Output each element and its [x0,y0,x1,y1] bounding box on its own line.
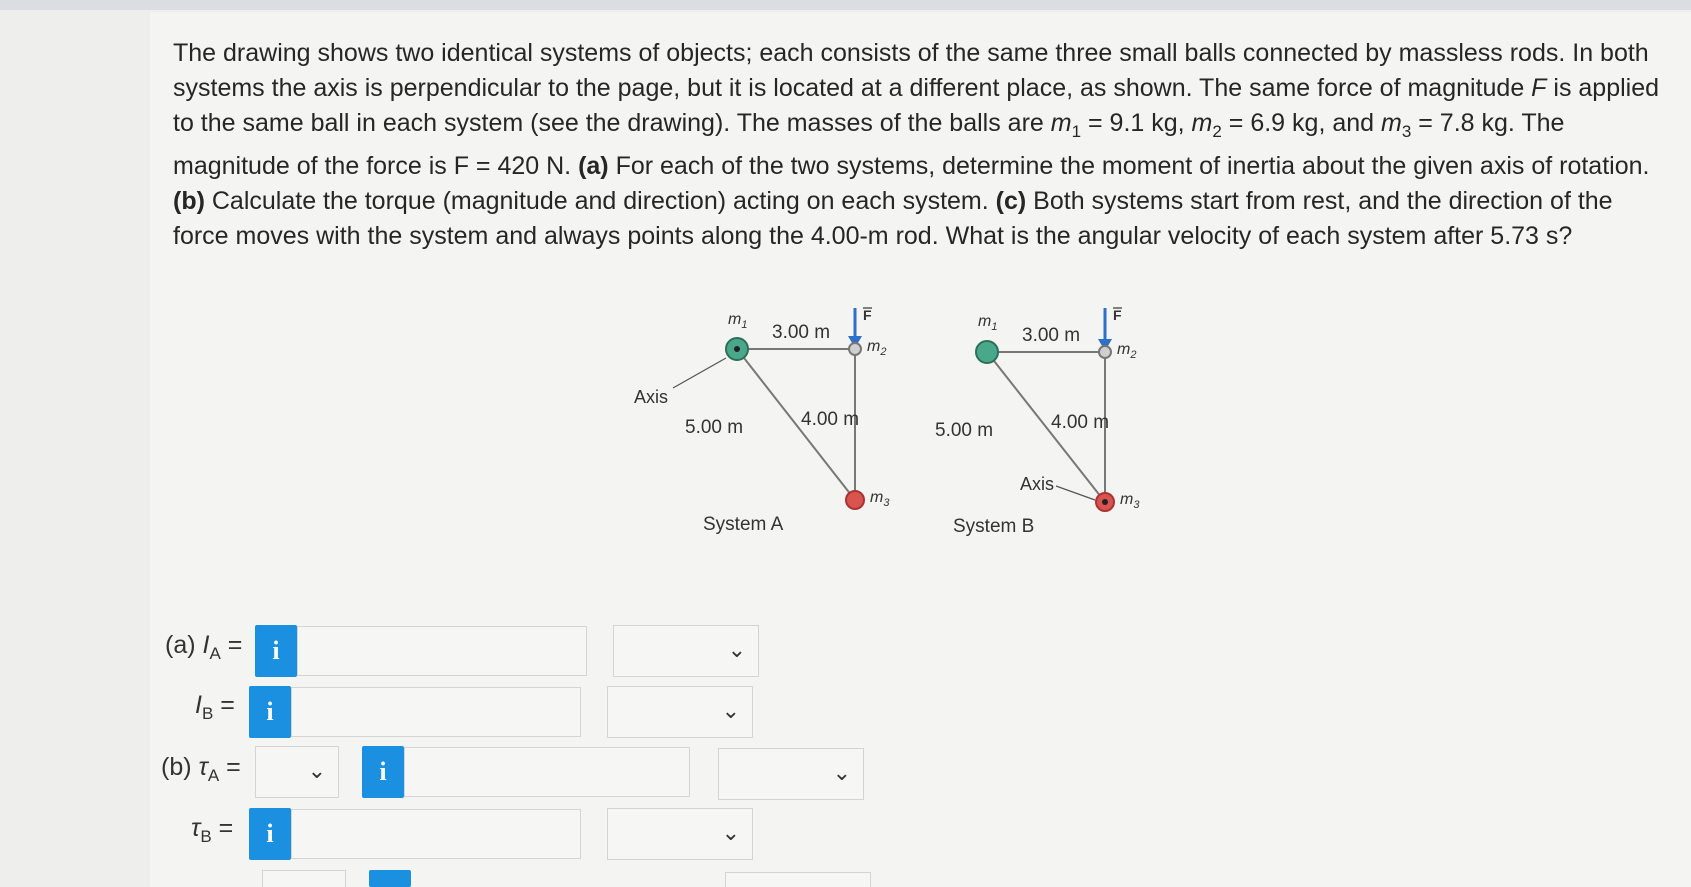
torque-b-units-select[interactable] [607,808,753,860]
label-inertia-b: $I_B$ = [195,691,235,723]
label-top-length-b: 3.00 m [1022,325,1081,346]
torque-a-input[interactable] [404,747,690,797]
label-m1-b: $m_1$ [978,313,998,333]
label-m2-b: $m_2$ [1117,341,1137,361]
system-b [935,307,1140,537]
inertia-a-input[interactable] [297,626,587,676]
label-torque-b: $\tau_B$ = [191,814,234,846]
label-diag-length-b: 5.00 m [935,420,994,441]
next-row-units-select-partial[interactable] [725,872,871,887]
question-text: The drawing shows two identical systems of objects; each consists of the same three small balls connected by massless rods. In both systems the axis is perpendicular to the page, but it is located at a different place, as shown. The same force of magnitude F is applied to the same ball in each system (see the drawing). The masses of the balls are $m_1 = 9.1$ kg, $m_2 = 6.9$ kg, and $m_3 = 7.8$ kg. The magnitude of the force is F = 420 N. (a) For each of the two systems, determine the moment of inertia about the given axis of rotation. (b) Calculate the torque (magnitude and direction) acting on each system. (c) Both systems start from rest, and the direction of the force moves with the system and always points along the 4.00-m rod. What is the angular velocity of each system after 5.73 s? [173,39,1660,250]
inertia-a-units-select[interactable] [613,625,759,677]
axis-pointer-b [1056,486,1095,500]
ball-m3-a [846,491,864,509]
label-m1-a: $m_1$ [728,311,748,331]
next-row-info-button-partial[interactable] [369,870,411,887]
ball-m2-a [849,343,861,355]
torque-a-direction-select[interactable] [255,746,339,798]
label-m3-b: $m_3$ [1120,491,1140,511]
system-a [634,307,890,535]
chevron-down-icon: ⌄ [727,638,746,663]
chevron-down-icon: ⌄ [832,761,851,786]
systems-figure [634,290,1190,580]
info-button-torque-a[interactable]: i [362,746,404,798]
axis-pointer-a [673,358,726,388]
chevron-down-icon: ⌄ [721,699,740,724]
label-torque-a: (b) $\tau_A$ = [161,753,241,785]
ball-m1-b [976,341,998,363]
inertia-b-input[interactable] [291,687,581,737]
label-axis-b: Axis [1020,474,1055,494]
label-diag-length-a: 5.00 m [685,417,744,438]
label-vert-length-a: 4.00 m [801,409,860,430]
label-axis-a: Axis [634,387,669,407]
axis-dot-a [734,346,740,352]
caption-system-a: System A [703,514,784,535]
chevron-down-icon: ⌄ [721,821,740,846]
inertia-b-units-select[interactable] [607,686,753,738]
info-button-torque-b[interactable]: i [249,808,291,860]
force-label-b: F [1113,307,1122,323]
ball-m2-b [1099,346,1111,358]
label-vert-length-b: 4.00 m [1051,412,1110,433]
torque-b-input[interactable] [291,809,581,859]
label-m3-a: $m_3$ [870,489,890,509]
caption-system-b: System B [953,516,1035,537]
torque-a-units-select[interactable] [718,748,864,800]
label-m2-a: $m_2$ [867,338,887,358]
info-button-inertia-a[interactable]: i [255,625,297,677]
force-label-a: F [863,307,872,323]
axis-dot-b [1102,499,1108,505]
label-inertia-a: (a) $I_A$ = [165,631,243,663]
chevron-down-icon: ⌄ [307,759,326,784]
top-border [0,0,1691,10]
next-row-select-partial[interactable] [262,870,346,887]
label-top-length-a: 3.00 m [772,322,831,343]
info-button-inertia-b[interactable]: i [249,686,291,738]
